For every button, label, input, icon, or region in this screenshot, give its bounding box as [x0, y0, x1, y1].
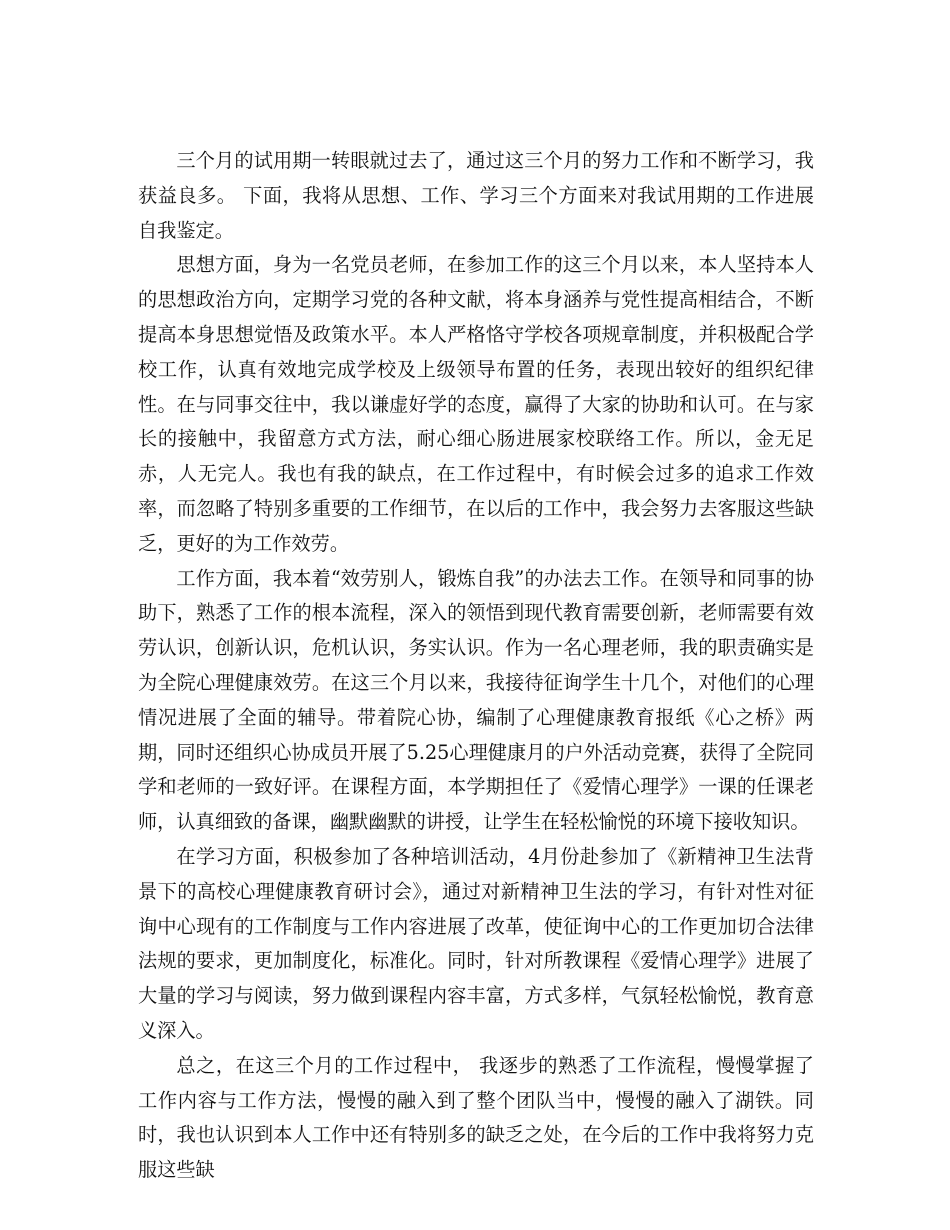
paragraph-study: 在学习方面，积极参加了各种培训活动，4月份赴参加了《新精神卫生法背景下的高校心理健康教育研讨会》，通过对新精神卫生法的学习，有针对性对征询中心现有的工作制度与工作内容进展了改革，使征询中心的工作更加切合法律法规的要求，更加制度化，标准化。同时，针对所教课程《爱情心理学》进展了大量的学习与阅读，努力做到课程内容丰富，方式多样，气氛轻松愉悦，教育意义深入。 [138, 844, 814, 1042]
paragraph-thought: 思想方面，身为一名党员老师，在参加工作的这三个月以来，本人坚持本人的思想政治方向，定期学习党的各种文献，将本身涵养与党性提高相结合，不断提高本身思想觉悟及政策水平。本人严格恪守学校各项规章制度，并积极配合学校工作，认真有效地完成学校及上级领导布置的任务，表现出较好的组织纪律性。在与同事交往中，我以谦虚好学的态度，赢得了大家的协助和认可。在与家长的接触中，我留意方式方法，耐心细心肠进展家校联络工作。所以，金无足赤，人无完人。我也有我的缺点，在工作过程中，有时候会过多的追求工作效率，而忽略了特别多重要的工作细节，在以后的工作中，我会努力去客服这些缺乏，更好的为工作效劳。 [138, 253, 814, 555]
paragraph-intro: 三个月的试用期一转眼就过去了，通过这三个月的努力工作和不断学习，我获益良多。 下面，我将从思想、工作、学习三个方面来对我试用期的工作进展自我鉴定。 [138, 149, 814, 242]
document-body [138, 144, 814, 1188]
paragraph-summary: 总之，在这三个月的工作过程中， 我逐步的熟悉了工作流程，慢慢掌握了工作内容与工作方法，慢慢的融入到了整个团队当中，慢慢的融入了湖铁。同时，我也认识到本人工作中还有特别多的缺乏之处，在今后的工作中我将努力克服这些缺 [138, 1053, 814, 1182]
paragraph-work: 工作方面，我本着“效劳别人，锻炼自我”的办法去工作。在领导和同事的协助下，熟悉了工作的根本流程，深入的领悟到现代教育需要创新，老师需要有效劳认识，创新认识，危机认识，务实认识。作为一名心理老师，我的职责确实是为全院心理健康效劳。在这三个月以来，我接待征询学生十几个，对他们的心理情况进展了全面的辅导。带着院心协，编制了心理健康教育报纸《心之桥》两期，同时还组织心协成员开展了5.25心理健康月的户外活动竞赛，获得了全院同学和老师的一致好评。在课程方面，本学期担任了《爱情心理学》一课的任课老师，认真细致的备课，幽默幽默的讲授，让学生在轻松愉悦的环境下接收知识。 [138, 566, 814, 834]
